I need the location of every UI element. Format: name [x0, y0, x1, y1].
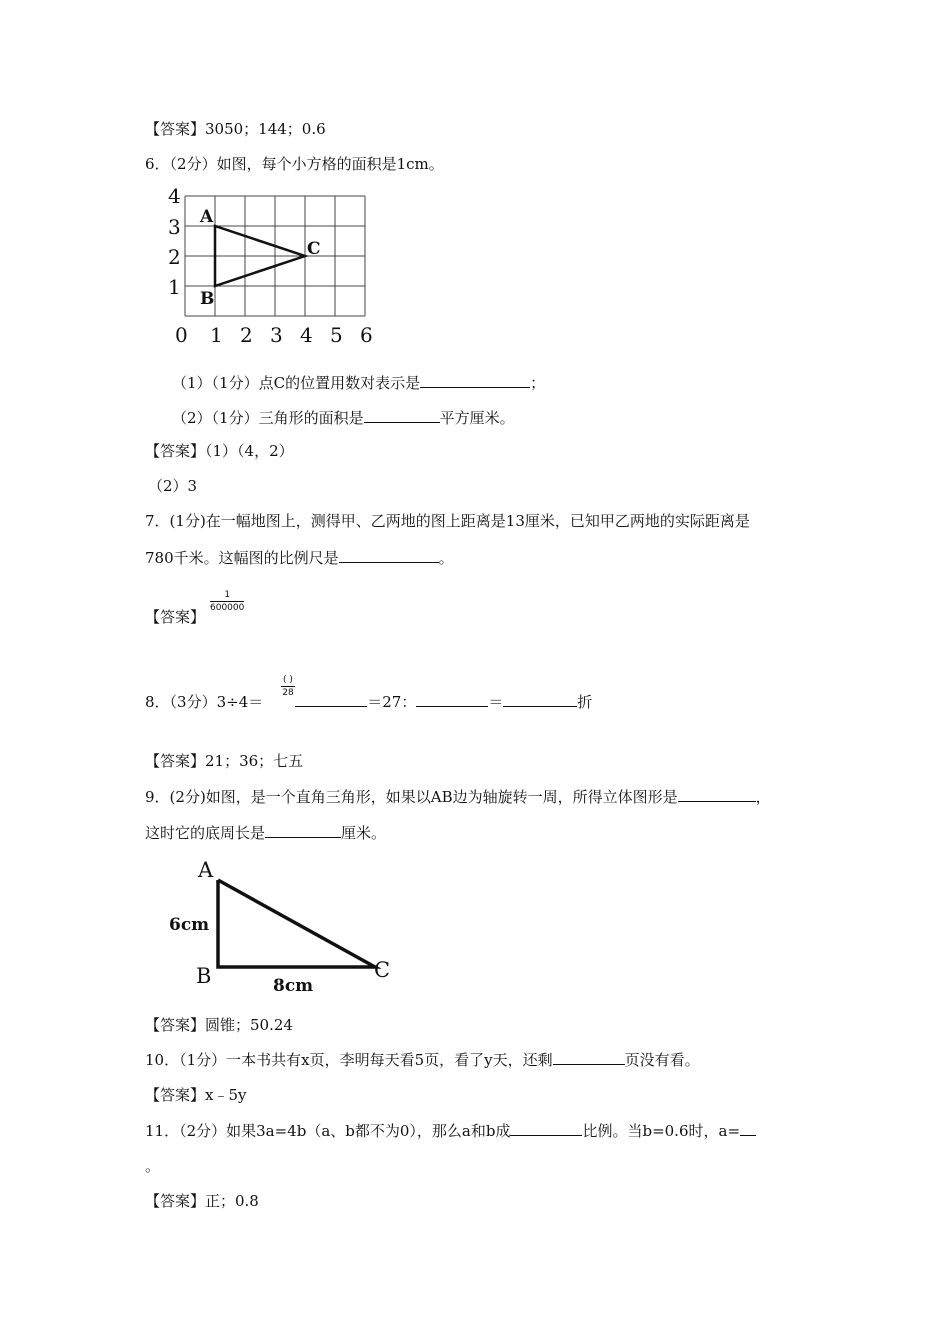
- q6-stem: 6．（2分）如图，每个小方格的面积是1cm。: [145, 155, 444, 173]
- q6-sub2: （2）（1分）三角形的面积是 平方厘米。: [172, 409, 515, 427]
- q9-line1: 9．(2分)如图，是一个直角三角形，如果以AB边为轴旋转一周，所得立体图形是 ，: [145, 788, 771, 806]
- x-tick-label: 0: [175, 323, 188, 347]
- point-b-label: B: [200, 289, 215, 309]
- answer-blank[interactable]: [678, 787, 756, 802]
- q11-answer: 【答案】正；0.8: [145, 1192, 259, 1210]
- answer-blank[interactable]: [364, 408, 440, 423]
- answer-blank[interactable]: [503, 692, 577, 707]
- q8-answer: 【答案】21；36；七五: [145, 752, 304, 770]
- q6-answer2: （2）3: [148, 477, 198, 495]
- q6-sub1: （1）（1分）点C的位置用数对表示是 ；: [172, 374, 546, 392]
- point-a-label: A: [200, 207, 214, 227]
- q9-triangle: [218, 880, 375, 967]
- answer-blank[interactable]: [295, 692, 367, 707]
- q7-line1: 7．(1分)在一幅地图上，测得甲、乙两地的图上距离是13厘米，已知甲乙两地的实际距离是: [145, 512, 750, 530]
- side-ab-label: 6cm: [169, 915, 210, 935]
- q8-line: 8．（3分）3÷4＝ ＝27： ＝ 折: [145, 693, 593, 711]
- answer-blank[interactable]: [416, 692, 488, 707]
- point-c-label: C: [307, 239, 321, 259]
- q9-triangle-figure: [165, 853, 400, 998]
- x-tick-label: 2: [240, 323, 253, 347]
- x-tick-label: 4: [300, 323, 313, 347]
- answer-blank[interactable]: [265, 823, 341, 838]
- q5-answer: 【答案】3050；144；0.6: [145, 120, 326, 138]
- q11-line2: 。: [145, 1157, 161, 1175]
- y-tick-label: 3: [168, 215, 181, 239]
- answer-blank[interactable]: [510, 1121, 582, 1136]
- x-tick-label: 1: [210, 323, 223, 347]
- answer-blank[interactable]: [553, 1050, 625, 1065]
- q11-line1: 11．（2分）如果3a=4b（a、b都不为0），那么a和b成 比例。当b=0.6时，a=: [145, 1121, 756, 1141]
- q6-answer1: 【答案】（1）（4，2）: [145, 442, 294, 460]
- y-tick-label: 1: [168, 275, 181, 299]
- x-tick-label: 5: [330, 323, 343, 347]
- point-b-label: B: [196, 964, 212, 988]
- q7-answer-fraction: $\frac{1}{600000}$: [210, 590, 245, 613]
- q8-fraction: ( ) 28: [282, 675, 294, 698]
- answer-blank[interactable]: [420, 373, 530, 388]
- q7-line2: 780千米。这幅图的比例尺是 。: [145, 549, 454, 567]
- point-c-label: C: [374, 958, 391, 982]
- q9-line2: 这时它的底周长是 厘米。: [145, 824, 387, 842]
- side-bc-label: 8cm: [273, 976, 314, 996]
- x-tick-label: 3: [270, 323, 283, 347]
- q9-answer: 【答案】圆锥；50.24: [145, 1016, 293, 1034]
- y-tick-label: 2: [168, 245, 181, 269]
- q10-answer: 【答案】x﹣5y: [145, 1086, 247, 1104]
- x-tick-label: 6: [360, 323, 373, 347]
- point-a-label: A: [198, 858, 214, 882]
- y-tick-label: 4: [168, 184, 181, 208]
- answer-blank[interactable]: [740, 1121, 756, 1136]
- answer-blank[interactable]: [339, 548, 439, 563]
- q6-grid-figure: [160, 182, 390, 352]
- q10-line: 10．（1分）一本书共有x页，李明每天看5页，看了y天，还剩 页没有看。: [145, 1051, 700, 1069]
- q7-answer-label: 【答案】: [145, 608, 206, 626]
